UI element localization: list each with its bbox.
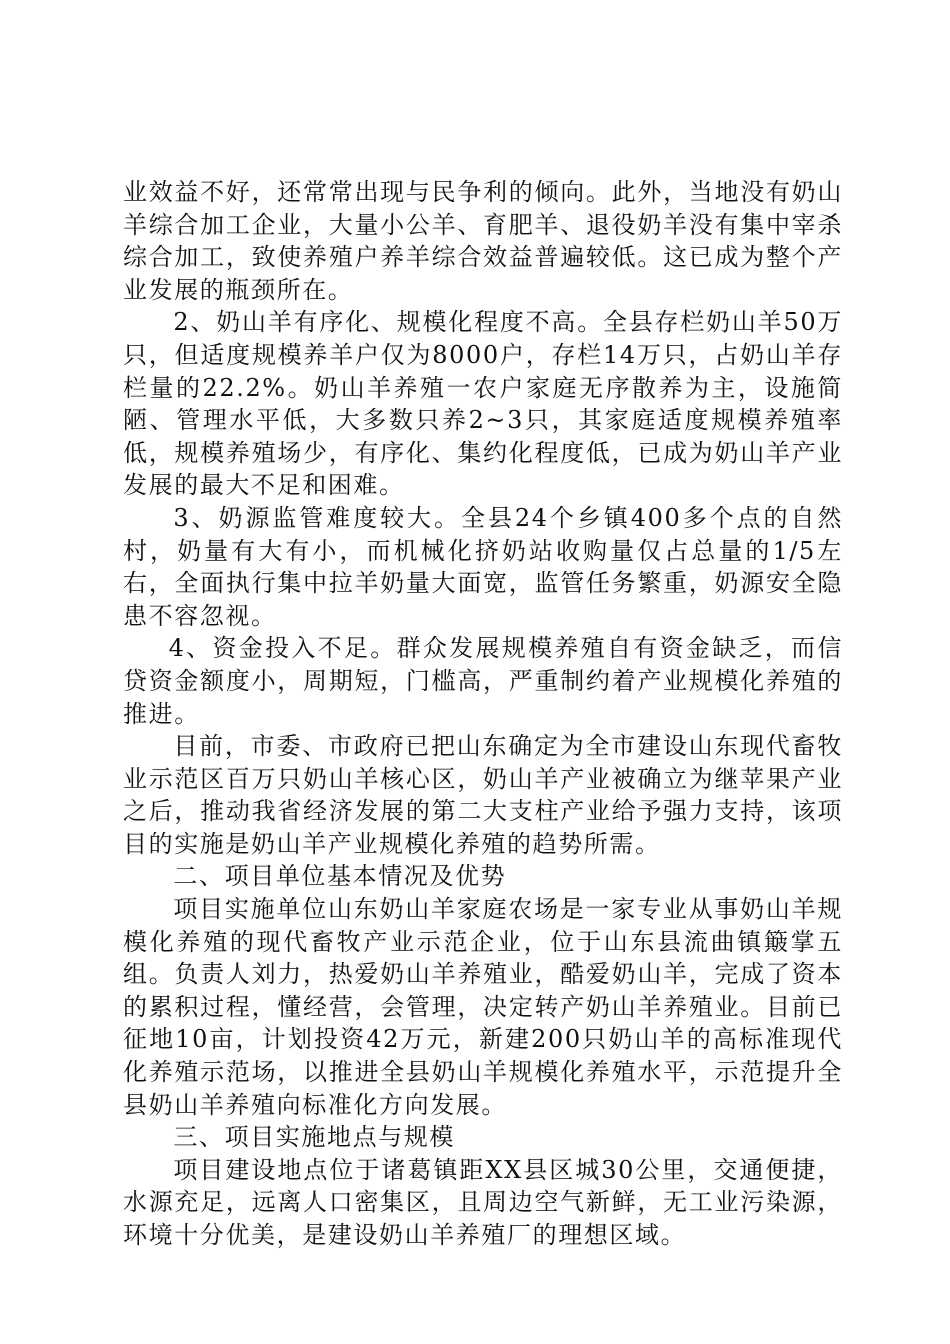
document-body — [123, 176, 843, 1252]
paragraph-item-2: 2、奶山羊有序化、规模化程度不高。全县存栏奶山羊50万只，但适度规模养羊户仅为8000户，存栏14万只，占奶山羊存栏量的22.2%。奶山羊养殖一农户家庭无序散养为主，设施简陋、管理水平低，大多数只养2~3只，其家庭适度规模养殖率低，规模养殖场少，有序化、集约化程度低，已成为奶山羊产业发展的最大不足和困难。 — [123, 308, 843, 500]
section-heading-3: 三、项目实施地点与规模 — [173, 1123, 455, 1152]
section-heading-2: 二、项目单位基本情况及优势 — [173, 862, 507, 891]
paragraph-item-4: 4、资金投入不足。群众发展规模养殖自有资金缺乏，而信贷资金额度小，周期短，门槛高，严重制约着产业规模化养殖的推进。 — [123, 634, 843, 728]
paragraph-unit-info: 项目实施单位山东奶山羊家庭农场是一家专业从事奶山羊规模化养殖的现代畜牧产业示范企业，位于山东县流曲镇簸掌五组。负责人刘力，热爱奶山羊养殖业，酷爱奶山羊，完成了资本的累积过程，懂经营，会管理，决定转产奶山羊养殖业。目前已征地10亩，计划投资42万元，新建200只奶山羊的高标准现代化养殖示范场，以推进全县奶山羊规模化养殖水平，示范提升全县奶山羊养殖向标准化方向发展。 — [123, 895, 843, 1119]
paragraph-location: 项目建设地点位于诸葛镇距XX县区城30公里，交通便捷，水源充足，远离人口密集区，且周边空气新鲜，无工业污染源，环境十分优美，是建设奶山羊养殖厂的理想区域。 — [123, 1155, 843, 1249]
paragraph-continued: 业效益不好，还常常出现与民争利的倾向。此外，当地没有奶山羊综合加工企业，大量小公羊、育肥羊、退役奶羊没有集中宰杀综合加工，致使养殖户养羊综合效益普遍较低。这已成为整个产业发展的瓶颈所在。 — [123, 178, 843, 304]
paragraph-item-3: 3、奶源监管难度较大。全县24个乡镇400多个点的自然村，奶量有大有小，而机械化挤奶站收购量仅占总量的1/5左右，全面执行集中拉羊奶量大面宽，监管任务繁重，奶源安全隐患不容忽视。 — [123, 503, 843, 630]
paragraph-current-status: 目前，市委、市政府已把山东确定为全市建设山东现代畜牧业示范区百万只奶山羊核心区，奶山羊产业被确立为继苹果产业之后，推动我省经济发展的第二大支柱产业给予强力支持，该项目的实施是奶山羊产业规模化养殖的趋势所需。 — [123, 732, 843, 858]
